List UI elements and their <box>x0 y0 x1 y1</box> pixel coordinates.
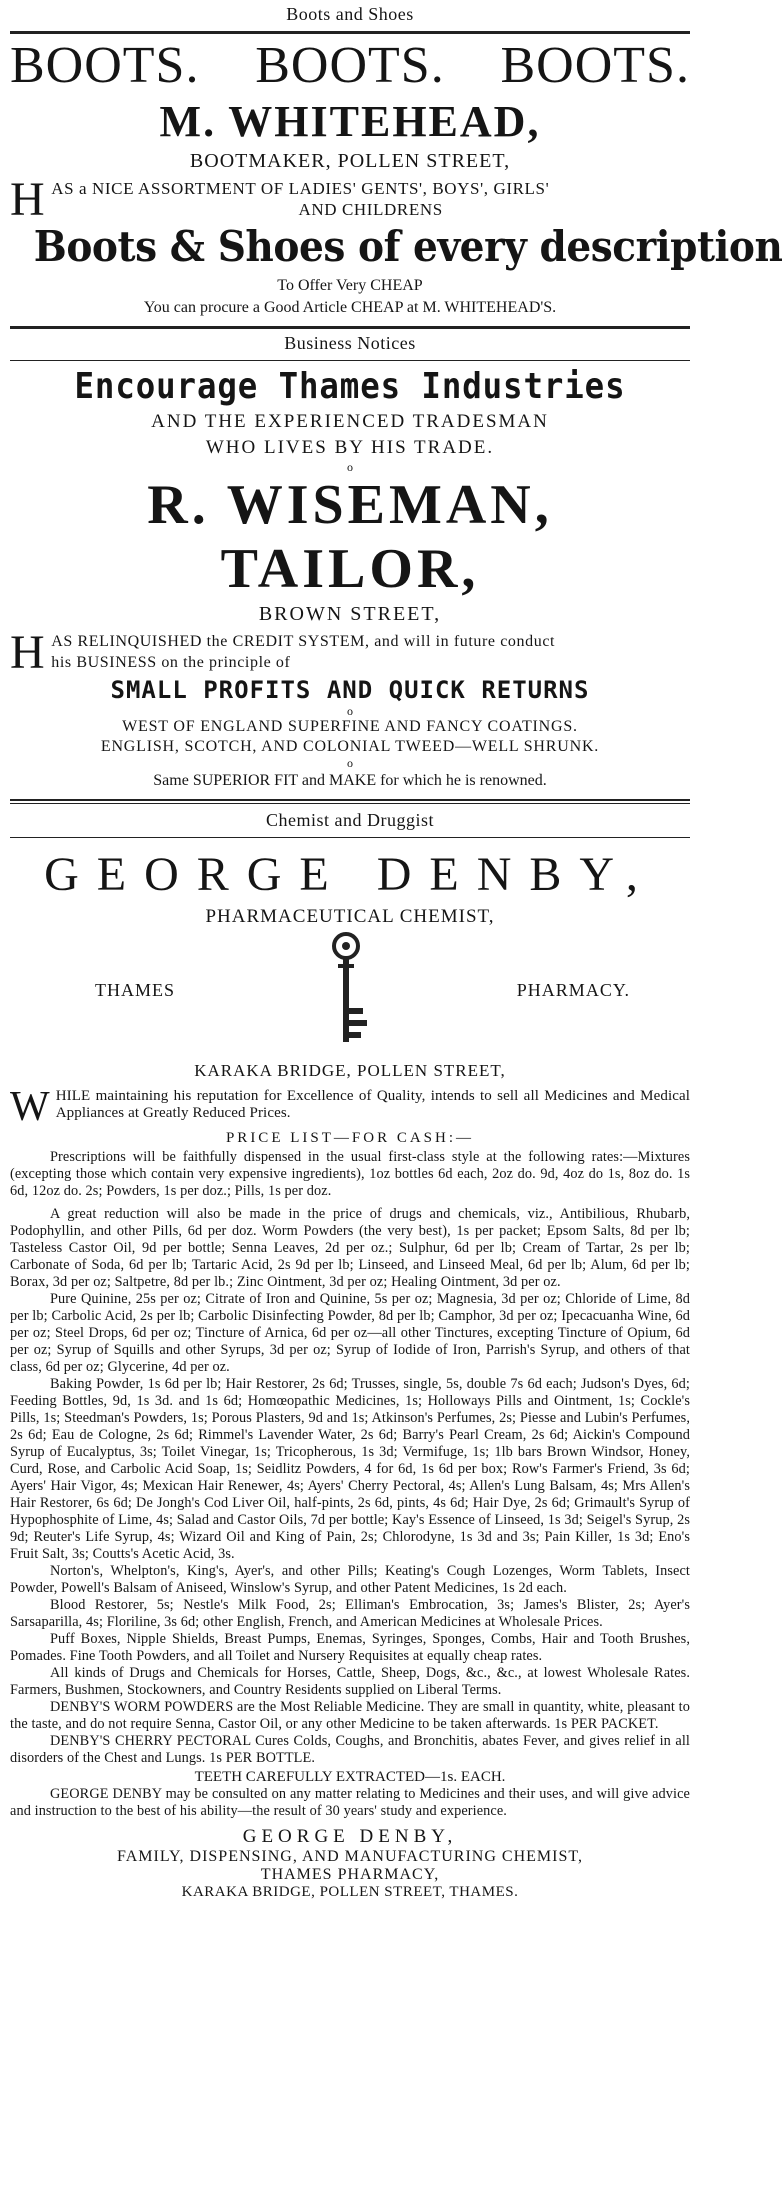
price-list-body <box>10 1149 690 1767</box>
ornament-separator: o <box>347 460 353 474</box>
coatings-line: WEST OF ENGLAND SUPERFINE AND FANCY COATINGS. <box>122 718 578 735</box>
key-icon <box>316 930 376 1050</box>
price-list-heading: PRICE LIST—FOR CASH:— <box>225 1130 475 1146</box>
experienced-line: AND THE EXPERIENCED TRADESMAN <box>151 411 549 432</box>
intro-paragraph <box>10 1084 690 1130</box>
relinquished-paragraph <box>10 626 690 679</box>
boots-headline: Boots & Shoes of every description <box>33 222 782 271</box>
boots-row <box>10 34 690 96</box>
assortment-line: AND CHILDRENS <box>298 200 443 219</box>
small-profits-headline: SMALL PROFITS AND QUICK RETURNS <box>110 676 590 704</box>
dropcap: W <box>10 1084 50 1130</box>
footer-address: KARAKA BRIDGE, POLLEN STREET, THAMES. <box>181 1884 519 1900</box>
teeth-line: TEETH CAREFULLY EXTRACTED—1s. EACH. <box>194 1769 506 1785</box>
encourage-headline: Encourage Thames Industries <box>74 366 626 407</box>
chemist-address: KARAKA BRIDGE, POLLEN STREET, <box>194 1061 506 1080</box>
pharmacy-key-row <box>10 930 690 1050</box>
relinquished-line: his BUSINESS on the principle of <box>51 654 291 671</box>
price-paragraph: Norton's, Whelpton's, King's, Ayer's, and other Pills; Keating's Cough Lozenges, Worm Tablets, Insect Powder, Powell's Balsam of Aniseed, Winslow's Syrup, and other Patent Medicines, 1s 2d each. <box>10 1563 690 1596</box>
price-paragraph: Pure Quinine, 25s per oz; Citrate of Iron and Quinine, 5s per oz; Magnesia, 3d per oz; Chloride of Lime, 8d per lb; Carbolic Acid, 2s per lb; Carbolic Disinfecting Powder, 8d per lb; Camphor, 3d per oz; Ipecacuanha Wine, 6d per oz; Steel Drops, 6d per oz; Tincture of Arnica, 6d per oz—all other Tinctures, excepting Tincture of Opium, 6d per oz; Syrup of Squills and other Syrups, 3d per oz; Syrup of Iodide of Iron, Parrish's Syrup, and others of that class, 6d per oz; Glycerine, 4d per oz. <box>10 1291 690 1375</box>
boots-word: BOOTS. <box>10 37 200 94</box>
footer-pharmacy: THAMES PHARMACY, <box>260 1866 440 1883</box>
ornament-separator: o <box>347 756 353 770</box>
tailor-name: R. WISEMAN, TAILOR, <box>147 474 553 600</box>
lives-line: WHO LIVES BY HIS TRADE. <box>205 437 495 458</box>
boots-word: BOOTS. <box>255 37 445 94</box>
assortment-paragraph <box>10 173 690 226</box>
dropcap: H <box>10 173 46 226</box>
footer-title: FAMILY, DISPENSING, AND MANUFACTURING CHEMIST, <box>117 1848 583 1865</box>
section-heading-chemist: Chemist and Druggist <box>266 810 434 830</box>
price-paragraph: DENBY'S CHERRY PECTORAL Cures Colds, Coughs, and Bronchitis, abates Fever, and gives relief in all disorders of the Chest and Lungs. 1s PER BOTTLE. <box>10 1733 690 1766</box>
consult-paragraph <box>10 1786 690 1820</box>
relinquished-line: AS RELINQUISHED the CREDIT SYSTEM, and will in future conduct <box>51 633 556 650</box>
thames-word: THAMES <box>95 979 176 1000</box>
advertiser-name: M. WHITEHEAD, <box>159 97 541 146</box>
superior-line: Same SUPERIOR FIT and MAKE for which he is renowned. <box>153 772 547 789</box>
price-paragraph: A great reduction will also be made in the price of drugs and chemicals, viz., Antibilious, Rhubarb, Podophyllin, and other Pills, 6d per doz. Worm Powders (the very best), 1s per packet; Epsom Salts, 8d per lb; Tasteless Castor Oil, 9d per bottle; Senna Leaves, 2d per oz.; Sulphur, 6d per lb; Cream of Tartar, 2s per lb; Carbonate of Soda, 6d per lb; Tartaric Acid, 2s 9d per lb; Linseed, and Linseed Meal, 6d per lb; Alum, 6d per lb; Borax, 3d per oz; Saltpetre, 8d per lb.; Zinc Ointment, 3d per oz; Healing Ointment, 3d per oz. <box>10 1206 690 1290</box>
tailor-street: BROWN STREET, <box>258 603 442 625</box>
consult-text: GEORGE DENBY may be consulted on any matter relating to Medicines and their uses, and will give advice and instruction to the best of his ability—the result of 30 years' study and experience. <box>10 1786 690 1819</box>
price-paragraph: Blood Restorer, 5s; Nestle's Milk Food, 2s; Elliman's Embrocation, 3s; James's Blister, 2s; Ayer's Sarsaparilla, 4s; Floriline, 3s 6d; other English, French, and American Medicines at Wholesale Prices. <box>10 1597 690 1630</box>
section-heading-boots: Boots and Shoes <box>286 4 414 24</box>
divider <box>10 360 690 361</box>
ornament-separator: o <box>347 704 353 718</box>
section-heading-business: Business Notices <box>284 333 416 353</box>
dropcap: H <box>10 626 46 679</box>
assortment-line: AS a NICE ASSORTMENT OF LADIES' GENTS', BOYS', GIRLS' <box>51 179 550 198</box>
procure-line: You can procure a Good Article CHEAP at M. WHITEHEAD'S. <box>143 299 557 316</box>
tweed-line: ENGLISH, SCOTCH, AND COLONIAL TWEED—WELL SHRUNK. <box>100 738 600 755</box>
chemist-name: GEORGE DENBY, <box>44 848 656 901</box>
advertiser-trade: BOOTMAKER, POLLEN STREET, <box>189 150 511 172</box>
price-paragraph: Baking Powder, 1s 6d per lb; Hair Restorer, 2s 6d; Trusses, single, 5s, double 7s 6d each; Judson's Dyes, 6d; Feeding Bottles, 9d, 1s 3d. and 1s 6d; Homœopathic Medicines, 1s; Holloways Pills and Ointment, 1s; Cockle's Pills, 1s; Steedman's Powders, 1s; Porous Plasters, 9d and 1s; Atkinson's Perfumes, 2s; Piesse and Lubin's Perfumes, 2s 6d; Eau de Cologne, 2s 6d; Rimmel's Lavender Water, 2s 6d; Barry's Pearl Cream, 2s 6d; Aickin's Compound Syrup of Eucalyptus, 3s; Toilet Vinegar, 1s; Tricopherous, 1s 3d; Vermifuge, 1s; 1lb bars Brown Windsor, Honey, Curd, Rose, and Carbolic Acid Soap, 1s; Seidlitz Powders, 4 for 6d, 1s 6d per box; Row's Farmer's Friend, 3s 6d; Ayers' Hair Vigor, 4s; Mexican Hair Renewer, 4s; Ayers' Cherry Pectoral, 4s; Allen's Lung Balsam, 4s; Mrs Allen's Hair Restorer, 6s 6d; De Jongh's Cod Liver Oil, half-pints, 2s 6d, pints, 4s 6d; Hair Dye, 2s 6d; Grimault's Syrup of Hypophosphite of Lime, 4s; Salad and Castor Oils, 7d per bottle; Kay's Essence of Linseed, 1s 3d; Seigel's Syrup, 2s 9d; Reuter's Life Syrup, 4s; Wizard Oil and King of Pain, 2s; Chlorodyne, 1s 3d and 3s; Pain Killer, 1s 3d; Eno's Fruit Salt, 3s; Coutts's Acetic Acid, 3s. <box>10 1376 690 1562</box>
divider <box>10 837 690 838</box>
price-paragraph: DENBY'S WORM POWDERS are the Most Reliable Medicine. They are small in quantity, white, pleasant to the taste, and do not require Senna, Castor Oil, or any other Medicine to be taken afterwards. 1s PER PACKET. <box>10 1699 690 1732</box>
offer-line: To Offer Very CHEAP <box>277 277 423 294</box>
footer-name: GEORGE DENBY, <box>242 1826 458 1847</box>
boots-word: BOOTS. <box>500 37 690 94</box>
price-paragraph: Puff Boxes, Nipple Shields, Breast Pumps, Enemas, Syringes, Sponges, Combs, Hair and Tooth Brushes, Pomades. Fine Tooth Powders, and all Toilet and Nursery Requisites at equally cheap rates. <box>10 1631 690 1664</box>
price-paragraph: All kinds of Drugs and Chemicals for Horses, Cattle, Sheep, Dogs, &c., &c., at lowest Wholesale Rates. Farmers, Bushmen, Stockowners, and Country Residents supplied on Liberal Terms. <box>10 1665 690 1698</box>
chemist-title: PHARMACEUTICAL CHEMIST, <box>205 906 495 927</box>
price-paragraph: Prescriptions will be faithfully dispensed in the usual first-class style at the following rates:—Mixtures (excepting those which contain very expensive ingredients), 1oz bottles 6d each, 2oz do. 9d, 4oz do 1s, 8oz do. 1s 6d, 12oz do. 2s; Powders, 1s per doz.; Pills, 1s per doz. <box>10 1149 690 1199</box>
intro-text: HILE maintaining his reputation for Excellence of Quality, intends to sell all Medicines and Medical Appliances at Greatly Reduced Prices. <box>55 1088 690 1121</box>
pharmacy-word: PHARMACY. <box>516 979 630 1000</box>
